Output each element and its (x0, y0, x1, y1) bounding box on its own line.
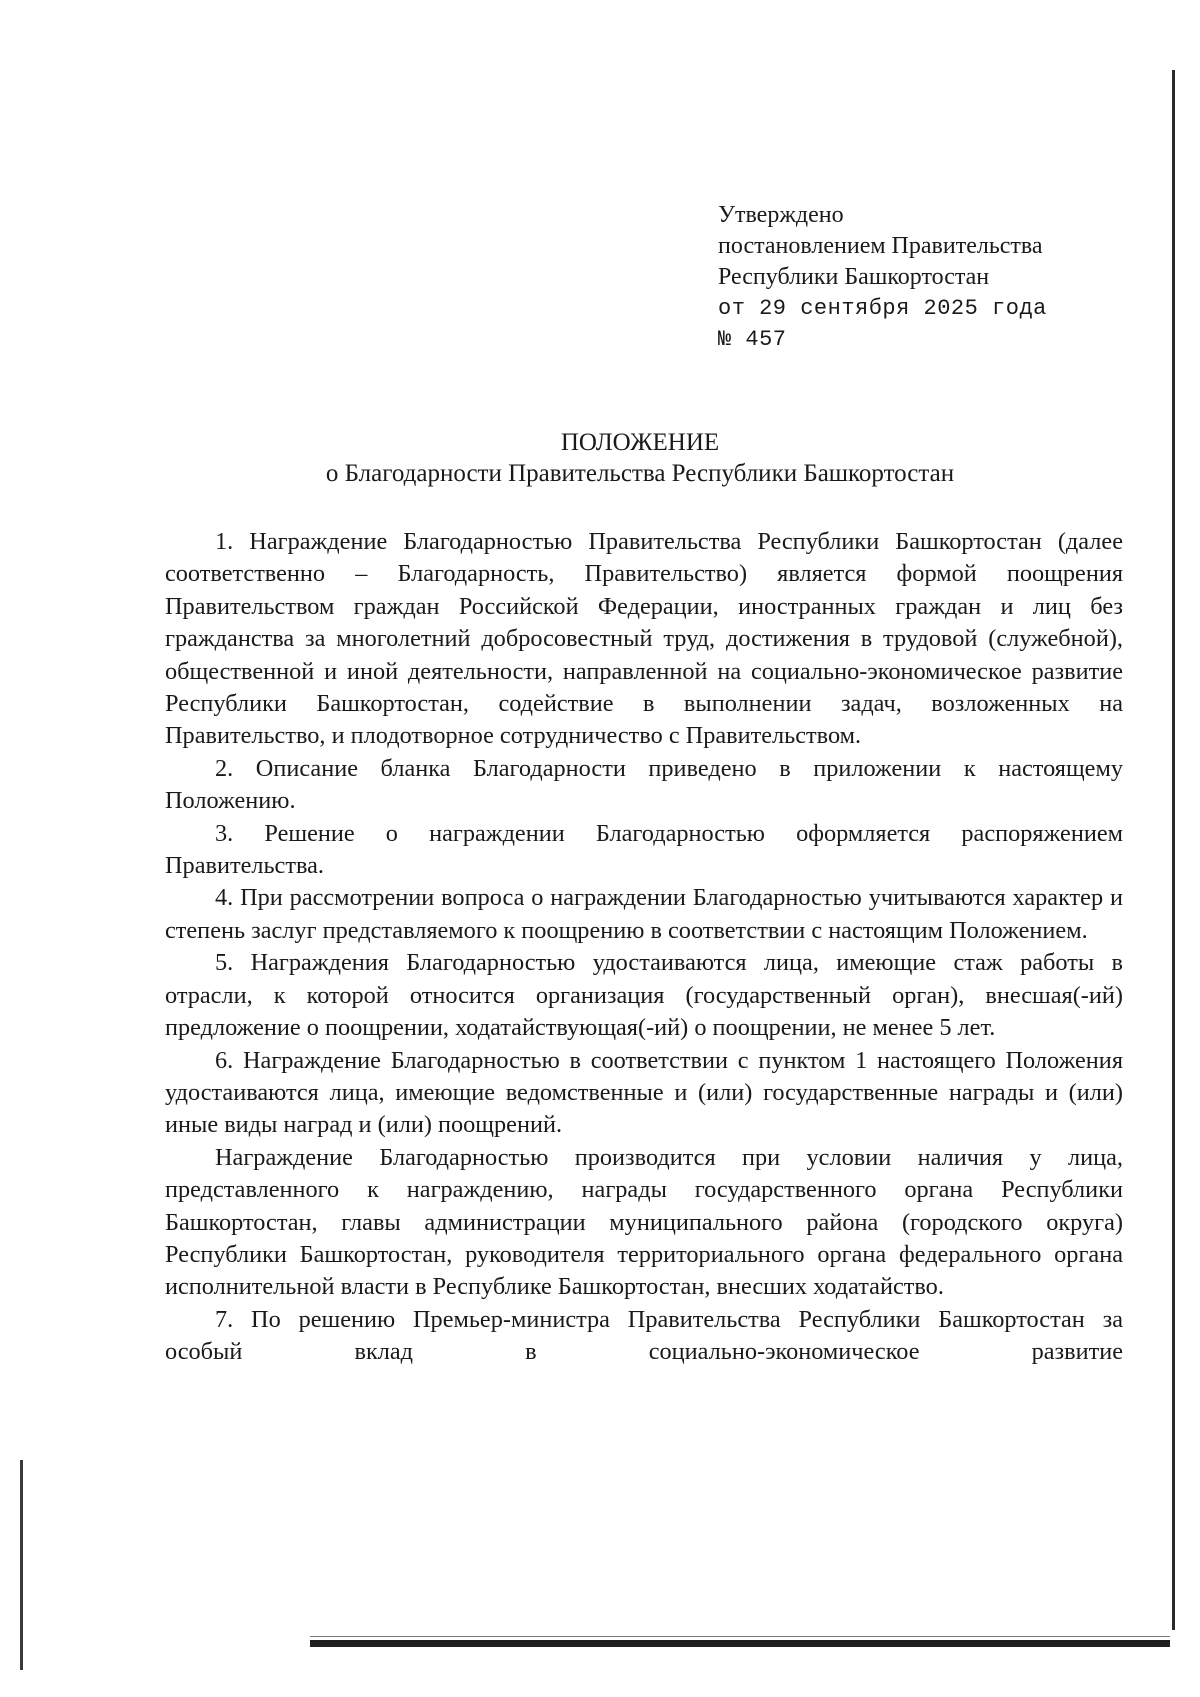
scan-edge-right (1172, 70, 1175, 1630)
approval-date: от 29 сентября 2025 года (718, 296, 1047, 321)
paragraph-3: 3. Решение о награждении Благодарностью оформляется распоряжением Правительства. (165, 819, 1123, 880)
paragraph-6-continued: Награждение Благодарностью производится при условии наличия у лица, представленного к награждению, награды государственного органа Республики Башкортостан, главы администрации муниципального района (городского округа) Республики Башкортостан, руководителя территориального органа федерального органа исполнительной власти в Республике Башкортостан, внесших ходатайство. (165, 1143, 1123, 1301)
paragraph-4: 4. При рассмотрении вопроса о награждении Благодарностью учитываются характер и степень заслуг представляемого к поощрению в соответствии с настоящим Положением. (165, 884, 1123, 944)
approval-line-approved: Утверждено (718, 202, 844, 228)
document-body (165, 526, 1123, 1369)
approval-block (718, 200, 1138, 355)
scan-edge-left (20, 1460, 23, 1670)
document-title (160, 427, 1120, 489)
paragraph-5: 5. Награждения Благодарностью удостаиваются лица, имеющие стаж работы в отрасли, к которой относится организация (государственный орган), внесшая(-ий) предложение о поощрении, ходатайствующая(-ий) о поощрении, не менее 5 лет. (165, 949, 1123, 1042)
paragraph-2: 2. Описание бланка Благодарности приведено в приложении к настоящему Положению. (165, 754, 1123, 815)
scan-edge-bottom-thin (310, 1636, 1170, 1637)
approval-line-resolution: постановлением Правительства (718, 233, 1043, 259)
paragraph-1: 1. Награждение Благодарностью Правительства Республики Башкортостан (далее соответственно – Благодарность, Правительство) является формой поощрения Правительством граждан Российской Федерации, иностранных граждан и лиц без гражданства за многолетний добросовестный труд, достижения в трудовой (служебной), общественной и иной деятельности, направленной на социально-экономическое развитие Республики Башкортостан, содействие в выполнении задач, возложенных на Правительство, и плодотворное сотрудничество с Правительством. (165, 528, 1123, 750)
document-heading: ПОЛОЖЕНИЕ (560, 429, 720, 456)
paragraph-6: 6. Награждение Благодарностью в соответствии с пунктом 1 настоящего Положения удостаиваются лица, имеющие ведомственные и (или) государственные награды и (или) иные виды наград и (или) поощрений. (165, 1046, 1123, 1139)
document-subheading: о Благодарности Правительства Республики Башкортостан (325, 460, 955, 487)
paragraph-7: 7. По решению Премьер-министра Правительства Республики Башкортостан за особый вклад в социально-экономическое развитие (165, 1305, 1123, 1366)
scan-edge-bottom (310, 1640, 1170, 1647)
approval-line-republic: Республики Башкортостан (718, 264, 990, 290)
approval-number: № 457 (718, 327, 787, 352)
